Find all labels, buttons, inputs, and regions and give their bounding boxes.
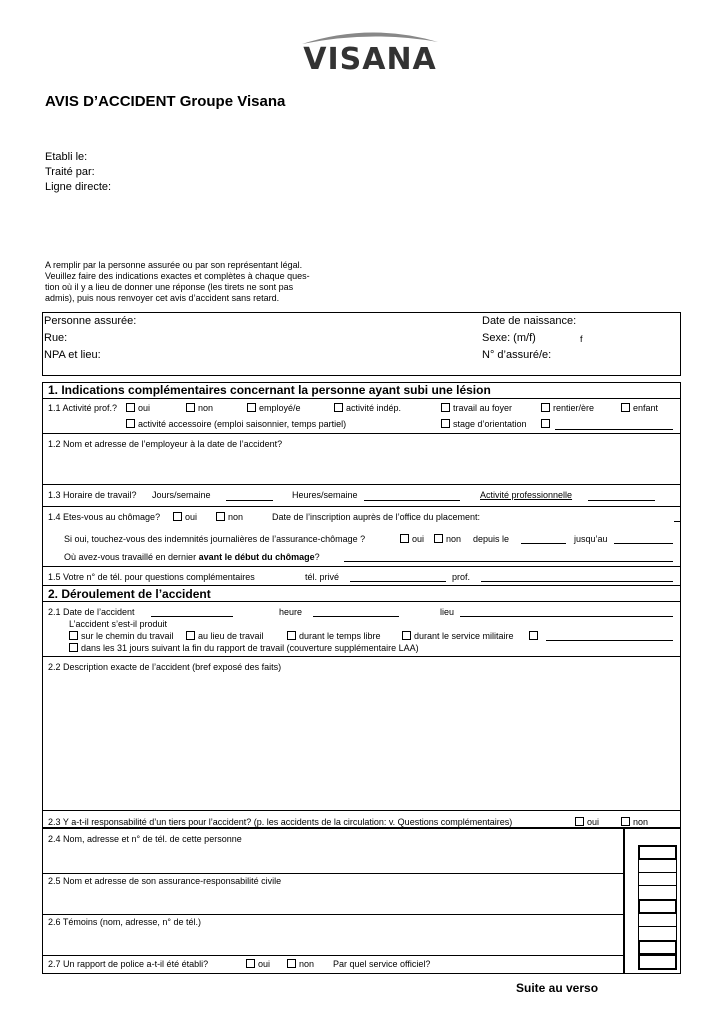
instructions-line: admis), puis nous renvoyer cet avis d’accident sans retard. <box>45 293 280 303</box>
option-label: activité accessoire (emploi saisonnier, temps partiel) <box>138 419 347 429</box>
option-label: dans les 31 jours suivant la fin du rapport de travail (couverture supplémentaire LAA) <box>81 643 419 653</box>
checkbox[interactable] <box>434 534 443 543</box>
logo-text: VISANA <box>303 42 437 77</box>
checkbox[interactable] <box>441 403 450 412</box>
divider <box>42 656 681 657</box>
option-label: non <box>228 512 244 522</box>
option-label: non <box>633 817 649 827</box>
option-label: enfant <box>633 403 659 413</box>
divider <box>42 585 681 586</box>
q25-label: 2.5 Nom et adresse de son assurance-responsabilité civile <box>48 876 282 886</box>
side-cell[interactable] <box>638 885 677 900</box>
option-label: oui <box>587 817 600 827</box>
instructions-line: tion où il y a lieu de donner une réponse (les tirets ne sont pas <box>45 282 294 292</box>
q11-enfant[interactable] <box>621 403 658 413</box>
checkbox[interactable] <box>186 631 195 640</box>
instructions <box>45 260 345 304</box>
option-label: non <box>299 959 315 969</box>
q11-other-field[interactable] <box>555 429 673 430</box>
inscription-field[interactable] <box>674 521 680 522</box>
checkbox[interactable] <box>541 419 550 428</box>
person-box <box>42 312 681 376</box>
opt-autre[interactable] <box>529 631 541 641</box>
side-cell[interactable] <box>638 940 677 955</box>
q27-oui[interactable] <box>246 959 270 969</box>
activite-field[interactable] <box>588 500 655 501</box>
checkbox[interactable] <box>621 817 630 826</box>
option-label: activité indép. <box>346 403 402 413</box>
autre-field[interactable] <box>546 640 673 641</box>
heures-field[interactable] <box>364 500 460 501</box>
side-cell[interactable] <box>638 872 677 886</box>
checkbox[interactable] <box>287 631 296 640</box>
depuis-label: depuis le <box>473 534 510 544</box>
checkbox[interactable] <box>334 403 343 412</box>
q27-non[interactable] <box>287 959 314 969</box>
indemnites-oui[interactable] <box>400 534 424 544</box>
divider <box>42 433 681 434</box>
assure-number-label: N° d’assuré/e: <box>482 349 552 361</box>
q12-label: 1.2 Nom et adresse de l’employeur à la date de l’accident? <box>48 439 283 449</box>
ligne-label: Ligne directe: <box>45 181 112 193</box>
lieu-field[interactable] <box>460 616 673 617</box>
sexe-value[interactable]: f <box>580 334 583 344</box>
dernier-emploi-field[interactable] <box>344 561 673 562</box>
page-title: AVIS D’ACCIDENT Groupe Visana <box>45 93 286 110</box>
checkbox[interactable] <box>69 631 78 640</box>
opt-chemin[interactable] <box>69 631 174 641</box>
option-label: durant le temps libre <box>299 631 381 641</box>
divider <box>42 398 681 399</box>
opt-31-jours[interactable] <box>69 643 419 653</box>
checkbox[interactable] <box>186 403 195 412</box>
dernier-emploi-label <box>64 552 320 562</box>
checkbox[interactable] <box>126 419 135 428</box>
option-label: employé/e <box>259 403 301 413</box>
sexe-label: Sexe: (m/f) <box>482 332 536 344</box>
inscription-label: Date de l’inscription auprès de l’office du placement: <box>272 512 480 522</box>
side-cell[interactable] <box>638 845 677 860</box>
etabli-label: Etabli le: <box>45 151 88 163</box>
option-label: stage d’orientation <box>453 419 527 429</box>
option-label: oui <box>412 534 425 544</box>
section-1-title: 1. Indications complémentaires concernant la personne ayant subi une lésion <box>48 383 491 397</box>
checkbox[interactable] <box>216 512 225 521</box>
option-label: sur le chemin du travail <box>81 631 174 641</box>
checkbox[interactable] <box>69 643 78 652</box>
side-cell[interactable] <box>638 899 677 914</box>
activite-label: Activité professionnelle <box>480 490 573 500</box>
q13-label: 1.3 Horaire de travail? <box>48 490 137 500</box>
option-label: non <box>446 534 462 544</box>
prive-label: tél. privé <box>305 572 340 582</box>
instructions-line: Veuillez faire des indications exactes et complètes à chaque ques- <box>45 271 310 281</box>
q22-label: 2.2 Description exacte de l’accident (bref exposé des faits) <box>48 662 282 672</box>
q21-label: 2.1 Date de l’accident <box>48 607 135 617</box>
opt-temps-libre[interactable] <box>287 631 381 641</box>
jusqu-label: jusqu’au <box>574 534 608 544</box>
indemnites-non[interactable] <box>434 534 461 544</box>
heure-field[interactable] <box>313 616 399 617</box>
checkbox[interactable] <box>247 403 256 412</box>
q23-oui[interactable] <box>575 817 599 827</box>
side-cell[interactable] <box>638 913 677 927</box>
checkbox[interactable] <box>402 631 411 640</box>
lieu-label: lieu <box>440 607 455 617</box>
jours-field[interactable] <box>226 500 273 501</box>
q23-label: 2.3 Y a-t-il responsabilité d’un tiers pour l’accident? (p. les accidents de la circulation: v. Questions complémentaires) <box>48 817 513 827</box>
text-bold: avant le début du chômage <box>198 552 315 562</box>
traite-label: Traité par: <box>45 166 95 178</box>
side-cell[interactable] <box>638 859 677 873</box>
q11-non[interactable] <box>186 403 213 413</box>
rue-label: Rue: <box>44 332 68 344</box>
visana-logo <box>300 28 440 76</box>
option-label: durant le service militaire <box>414 631 514 641</box>
opt-au-lieu[interactable] <box>186 631 264 641</box>
option-label: oui <box>258 959 271 969</box>
q11-independant[interactable] <box>334 403 401 413</box>
q26-label: 2.6 Témoins (nom, adresse, n° de tél.) <box>48 917 202 927</box>
side-cell[interactable] <box>638 954 677 970</box>
option-label: au lieu de travail <box>198 631 264 641</box>
q14-oui[interactable] <box>173 512 197 522</box>
checkbox[interactable] <box>441 419 450 428</box>
q24-label: 2.4 Nom, adresse et n° de tél. de cette personne <box>48 834 242 844</box>
checkbox[interactable] <box>173 512 182 521</box>
divider <box>42 810 681 811</box>
checkbox[interactable] <box>126 403 135 412</box>
checkbox[interactable] <box>246 959 255 968</box>
text: Où avez-vous travaillé en dernier <box>64 552 199 562</box>
suite-au-verso: Suite au verso <box>516 981 599 995</box>
q11-employe[interactable] <box>247 403 301 413</box>
checkbox[interactable] <box>529 631 538 640</box>
side-cell[interactable] <box>638 926 677 941</box>
q11-oui[interactable] <box>126 403 150 413</box>
section-2-title: 2. Déroulement de l’accident <box>48 587 211 601</box>
prof-label: prof. <box>452 572 471 582</box>
divider <box>42 566 681 567</box>
divider <box>42 601 681 602</box>
option-label: rentier/ère <box>553 403 595 413</box>
q11-foyer[interactable] <box>441 403 512 413</box>
naissance-label: Date de naissance: <box>482 315 577 327</box>
option-label: non <box>198 403 214 413</box>
heures-label: Heures/semaine <box>292 490 358 500</box>
date-accident-field[interactable] <box>151 616 233 617</box>
jours-label: Jours/semaine <box>152 490 211 500</box>
q15-label: 1.5 Votre n° de tél. pour questions complémentaires <box>48 572 255 582</box>
q11-accessoire[interactable] <box>126 419 346 429</box>
jusqu-field[interactable] <box>614 543 673 544</box>
option-label: oui <box>185 512 198 522</box>
divider <box>42 484 681 485</box>
divider <box>42 506 681 507</box>
q11-stage[interactable] <box>441 419 527 429</box>
opt-militaire[interactable] <box>402 631 514 641</box>
q11-label: 1.1 Activité prof.? <box>48 403 118 413</box>
assuree-label: Personne assurée: <box>44 315 137 327</box>
checkbox[interactable] <box>575 817 584 826</box>
checkbox[interactable] <box>621 403 630 412</box>
npa-label: NPA et lieu: <box>44 349 101 361</box>
service-label: Par quel service officiel? <box>333 959 431 969</box>
instructions-line: A remplir par la personne assurée ou par son représentant légal. <box>45 260 303 270</box>
checkbox[interactable] <box>287 959 296 968</box>
checkbox[interactable] <box>400 534 409 543</box>
checkbox[interactable] <box>541 403 550 412</box>
produit-label: L’accident s’est-il produit <box>69 619 168 629</box>
prof-field[interactable] <box>481 581 673 582</box>
indemnites-label: Si oui, touchez-vous des indemnités journalières de l’assurance-chômage ? <box>64 534 366 544</box>
depuis-field[interactable] <box>521 543 566 544</box>
option-label: oui <box>138 403 151 413</box>
text: ? <box>314 552 320 562</box>
q27-label: 2.7 Un rapport de police a-t-il été établi? <box>48 959 209 969</box>
q23-non[interactable] <box>621 817 648 827</box>
q11-rentier[interactable] <box>541 403 594 413</box>
option-label: travail au foyer <box>453 403 513 413</box>
q11-other[interactable] <box>541 419 553 429</box>
prive-field[interactable] <box>350 581 446 582</box>
q14-non[interactable] <box>216 512 243 522</box>
q14-label: 1.4 Etes-vous au chômage? <box>48 512 161 522</box>
heure-label: heure <box>279 607 303 617</box>
